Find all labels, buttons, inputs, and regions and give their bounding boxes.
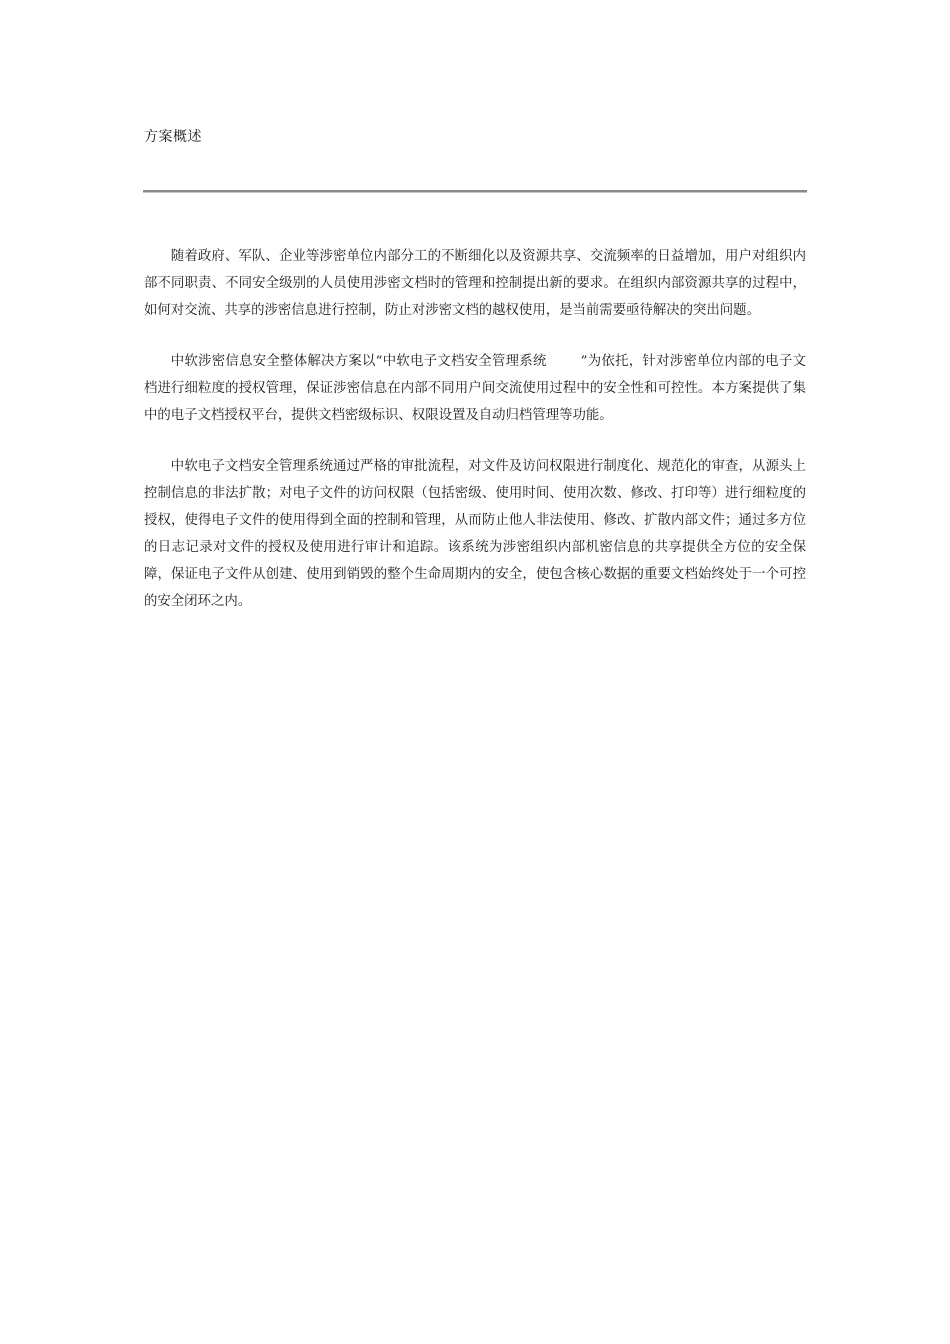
paragraph-3: 中软电子文档安全管理系统通过严格的审批流程，对文件及访问权限进行制度化、规范化的审查，从源头上控制信息的非法扩散；对电子文件的访问权限（包括密级、使用时间、使用次数、修改、打印等）进行细粒度的授权，使得电子文件的使用得到全面的控制和管理，从而防止他人非法使用、修改、扩散内部文件；通过多方位的日志记录对文件的授权及使用进行审计和追踪。该系统为涉密组织内部机密信息的共享提供全方位的安全保障，保证电子文件从创建、使用到销毁的整个生命周期内的安全，使包含核心数据的重要文档始终处于一个可控的安全闭环之内。 [144,459,806,609]
paragraph-2 [144,348,806,429]
section-heading: 方案概述 [144,129,202,145]
paragraph-1: 随着政府、军队、企业等涉密单位内部分工的不断细化以及资源共享、交流频率的日益增加，用户对组织内部不同职责、不同安全级别的人员使用涉密文档时的管理和控制提出新的要求。在组织内部资源共享的过程中，如何对交流、共享的涉密信息进行控制，防止对涉密文档的越权使用，是当前需要亟待解决的突出问题。 [144,249,806,318]
document-body [144,243,806,639]
paragraph-2-part-2: ”为依托，针对涉密单位内部的电子文档进行细粒度的授权管理，保证涉密信息在内部不同用户间交流使用过程中的安全性和可控性。本方案提供了集中的电子文档授权平台，提供文档密级标识、权限设置及自动归档管理等功能。 [144,354,806,423]
paragraph-2-part-1: 中软涉密信息安全整体解决方案以“中软电子文档安全管理系统 [170,354,547,369]
horizontal-divider [143,190,807,193]
